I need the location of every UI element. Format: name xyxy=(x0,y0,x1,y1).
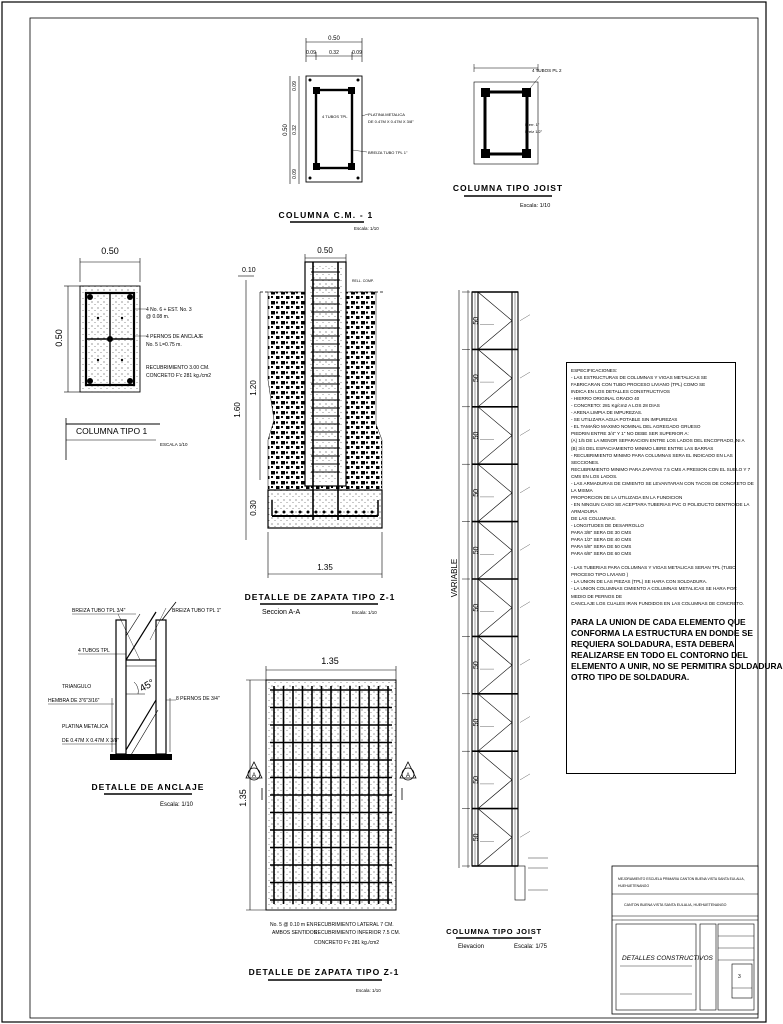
rebar-dot xyxy=(291,511,294,514)
elevation-segment-dim: 50 xyxy=(473,603,480,612)
spec-line: ESPECIFICACIONES: xyxy=(571,368,618,373)
title-block xyxy=(612,866,758,1014)
fp-cut-left: A xyxy=(251,773,257,779)
elevation-brace xyxy=(478,579,512,608)
fs-subtitle: Seccion A-A xyxy=(262,609,301,616)
elevation-brace xyxy=(478,349,512,378)
column-joist-section xyxy=(453,64,563,209)
elevation-leader xyxy=(520,487,530,493)
spec-note-line: OTRO TIPO DE SOLDADURA. xyxy=(571,671,690,682)
anchor-title: DETALLE DE ANCLAJE xyxy=(91,782,205,792)
fp-note4: RECUBRIMIENTO INFERIOR 7.5 CM. xyxy=(314,930,401,936)
spec-line: (A) 1/5 DE LA MENOR SEPARACION ENTRE LOS LADOS DEL ENCOFRADO, NI A xyxy=(571,438,745,444)
elevation-brace xyxy=(478,407,512,436)
spec-line: CMS EN LOS LADOS. xyxy=(571,473,618,479)
rebar-dot xyxy=(355,511,358,514)
joist-label-top: 4 TUBOS PL 2 xyxy=(532,68,562,73)
rebar-dot xyxy=(299,511,302,514)
cm1-scale: Escala: 1/10 xyxy=(354,226,379,231)
joist-label-mid2: Breiz 1/2" xyxy=(525,129,543,134)
elevation-brace xyxy=(478,378,512,407)
fp-scale: Escala: 1/10 xyxy=(356,988,381,993)
cm1-dim-right: 0.09 xyxy=(352,50,362,56)
fp-title: DETALLE DE ZAPATA TIPO Z-1 xyxy=(248,967,400,977)
spec-line xyxy=(571,557,731,564)
spec-line: MEDIO DE PERNOS DE xyxy=(571,593,623,599)
cm1-dim-v-mid: 0.32 xyxy=(292,125,298,135)
fs-dim-030: 0.30 xyxy=(249,500,258,516)
spec-note-line: ELEMENTO A UNIR, NO SE PERMITIRA SOLDADURA xyxy=(571,660,783,671)
spec-line: - LONGITUDES DE DESARROLLO xyxy=(571,523,645,529)
footing-plan-detail xyxy=(238,656,416,993)
col1-note3: 4 PERNOS DE ANCLAJE xyxy=(146,334,204,340)
spec-line: PARA 1/2" SERA DE 40 CMS xyxy=(571,537,632,543)
col1-title: COLUMNA TIPO 1 xyxy=(76,426,148,436)
elevation-segment-dim: 50 xyxy=(473,374,480,382)
col1-note4: No. 5 L=0.75 m. xyxy=(146,342,182,348)
cm1-dim-mid: 0.32 xyxy=(329,50,339,56)
rebar-dot xyxy=(331,511,334,514)
fs-dim-top: 0.50 xyxy=(317,246,333,255)
fp-note3: RECUBRIMIENTO LATERAL 7 CM. xyxy=(314,922,394,928)
spec-line: - HIERRO ORIGINAL GRADO 40 xyxy=(571,396,640,402)
col1-note5: RECUBRIMIENTO 3.00 CM. xyxy=(146,365,210,371)
tb-location: CANTON BUENA VISTA SANTA EULALIA, HUEHUETENANGO xyxy=(624,903,727,907)
elevation-leader xyxy=(520,315,530,321)
fp-cut-right: A xyxy=(405,773,411,779)
spec-line: (B) 3/4 DEL ESPACIAMIENTO MINIMO LIBRE ENTRE LAS BARRAS xyxy=(571,445,714,451)
cm1-title: COLUMNA C.M. - 1 xyxy=(278,210,374,220)
elevation-brace xyxy=(478,694,512,723)
elevation-brace xyxy=(478,608,512,637)
anchor-triangle2: HEMBRA DE 3"6"3/16" xyxy=(48,698,100,704)
tb-project1: MEJORAMIENTO ESCUELA PRIMARIA CANTON BUENA VISTA SANTA EULALIA, xyxy=(618,877,745,881)
elevation-segment-dim: 50 xyxy=(473,431,480,440)
elevation-segment-dim: 50 xyxy=(473,316,480,325)
column-type1-detail xyxy=(54,246,211,460)
spec-line: ARMADURA xyxy=(571,508,598,514)
elevation-segment-dim: 50 xyxy=(473,776,480,784)
cm1-dim-v-total: 0.50 xyxy=(283,124,289,136)
elevation-leader xyxy=(520,602,530,608)
footing-section-detail xyxy=(233,246,395,616)
fs-title: DETALLE DE ZAPATA TIPO Z-1 xyxy=(244,592,396,602)
anchor-plate2: DE 0.47M X 0.47M X 3/8" xyxy=(62,738,120,744)
spec-line: - EL TAMAÑO MAXIMO NOMINAL DEL AGREGADO GRUESO xyxy=(571,424,701,430)
fp-note2: AMBOS SENTIDOS xyxy=(272,930,318,936)
spec-line: DE LAS COLUMNAS. xyxy=(571,515,616,521)
elevation-leader xyxy=(520,544,530,550)
spec-line: CANCLAJE LOS CUALES IRAN FUNDIDOS EN LAS COLUMNAS DE CONCRETO. xyxy=(571,600,744,606)
spec-line: - LA UNION COLUMNAS CIMIENTO A COLUMNAS METALICAS SE HARA POR xyxy=(571,586,737,592)
anchor-angle: 45° xyxy=(138,677,157,695)
elev-title: COLUMNA TIPO JOIST xyxy=(446,927,542,936)
spec-note-line: CONFORMA LA ESTRUCTURA EN DONDE SE xyxy=(571,627,753,638)
joist-title: COLUMNA TIPO JOIST xyxy=(452,183,564,193)
cm1-label-tubes: 4 TUBOS TPL xyxy=(322,114,348,119)
tb-sheet-number: 3 xyxy=(738,974,741,980)
rebar-dot xyxy=(339,511,342,514)
spec-line: LA MISMA xyxy=(571,487,593,493)
column-cm1-detail xyxy=(279,36,415,231)
anchor-bolts: 8 PERNOS DE 3/4" xyxy=(176,696,220,702)
fp-dim-top: 1.35 xyxy=(321,656,339,666)
rebar-dot xyxy=(323,511,326,514)
elev-variable: VARIABLE xyxy=(450,558,459,598)
elevation-brace xyxy=(478,493,512,522)
rebar-dot xyxy=(315,511,318,514)
spec-line: - ARENA LIMPIA DE IMPUREZAS. xyxy=(571,410,643,416)
joist-label-mid1: Hierr. 1" xyxy=(525,122,540,127)
specifications-lines xyxy=(571,367,754,607)
spec-line: PARA 5/8" SERA DE 50 CMS xyxy=(571,544,632,550)
fs-dim-left: 0.10 xyxy=(242,267,256,274)
spec-line: - RECUBRIMIENTO MINIMO PARA COLUMNAS SERA EL INDICADO EN LAS xyxy=(571,452,733,458)
elevation-leader xyxy=(520,831,530,837)
anchor-brace1: BREIZA TUBO TPL 1" xyxy=(172,608,222,614)
elevation-leader xyxy=(520,774,530,780)
col1-scale: ESCALA 1/10 xyxy=(160,442,188,447)
elevation-segment-dim: 50 xyxy=(473,546,480,555)
col1-dim-top: 0.50 xyxy=(101,246,119,256)
elevation-brace xyxy=(478,723,512,752)
rebar-dot xyxy=(275,511,278,514)
spec-line: SECCIONES. xyxy=(571,459,600,465)
anchor-detail xyxy=(48,602,221,808)
elev-scale: Escala: 1/75 xyxy=(514,944,548,950)
cm1-dim-total: 0.50 xyxy=(328,36,340,42)
spec-line: - LAS ARMADURAS DE CIMIENTO SE LEVANTARAN CON TACOS DE CONCRETO DE xyxy=(571,480,754,486)
elevation-segment-dim: 50 xyxy=(473,718,480,727)
spec-note-line: PARA LA UNION DE CADA ELEMENTO QUE xyxy=(571,616,746,627)
joist-scale: Escala: 1/10 xyxy=(520,203,551,209)
spec-line: FABRICARAN CON TUBO PROCESO LIVIANO (TPL) COMO SE xyxy=(571,382,706,388)
anchor-triangle1: TRIANGULO xyxy=(62,684,92,690)
spec-line: PARA 6/8" SERA DE 60 CMS xyxy=(571,551,632,557)
fp-note1: No. 5 @ 0.10 m EN xyxy=(270,922,314,928)
elevation-panels xyxy=(462,292,530,866)
spec-line: RECUBRIMIENTO MINIMO PARA ZAPATAS 7.5 CMS A PRESION CON EL SUELO Y 7 xyxy=(571,466,751,472)
tb-sheet-title: DETALLES CONSTRUCTIVOS xyxy=(622,955,713,962)
rebar-dot xyxy=(371,511,374,514)
spec-line: - SE UTILIZARA AGUA POTABLE SIN IMPUREZAS xyxy=(571,417,678,423)
elevation-brace xyxy=(478,464,512,493)
joist-elevation-detail xyxy=(446,290,548,950)
elevation-segment-dim: 50 xyxy=(473,833,480,842)
anchor-plate1: PLATINA METALICA xyxy=(62,724,109,730)
col1-dim-side: 0.50 xyxy=(54,329,64,347)
rebar-dot xyxy=(347,511,350,514)
spec-line: - LA UNION DE LAS PIEZAS (TPL) SE HARA CON SOLDADURA. xyxy=(571,579,708,585)
spec-line: PARA 3/8" SERA DE 30 CMS xyxy=(571,530,632,536)
elevation-brace xyxy=(478,550,512,579)
elevation-leader xyxy=(520,372,530,378)
elevation-segment-dim: 50 xyxy=(473,489,480,497)
elevation-brace xyxy=(478,522,512,551)
anchor-scale: Escala: 1/10 xyxy=(160,802,194,808)
cm1-dim-left: 0.09 xyxy=(306,50,316,56)
spec-line: - LAS TUBERIAS PARA COLUMNAS Y VIGAS METALICAS SERAN TPL (TUBO xyxy=(571,565,736,571)
spec-line: PROCESO TIPO LIVIANO ) xyxy=(571,572,629,578)
cm1-label-brace: BREIZA TUBO TPL 1" xyxy=(368,150,408,155)
spec-note-line: REALIZARSE EN TODO EL CONTORNO DEL xyxy=(571,649,748,660)
elevation-leader xyxy=(520,659,530,665)
elevation-leader xyxy=(520,430,530,436)
anchor-brace34: BREIZA TUBO TPL 3/4" xyxy=(72,608,126,614)
rebar-dot xyxy=(283,511,286,514)
col1-note2: @ 0.08 m. xyxy=(146,314,170,320)
elevation-brace xyxy=(478,837,512,866)
elevation-brace xyxy=(478,321,512,350)
elevation-brace xyxy=(478,636,512,665)
rebar-dot xyxy=(307,511,310,514)
fp-note5: CONCRETO F'c 281 kg./cm2 xyxy=(314,940,380,946)
spec-note-line: REQUIERA SOLDADURA, ESTA DEBERA xyxy=(571,638,735,649)
specifications-panel xyxy=(566,362,783,774)
anchor-tubes: 4 TUBOS TPL xyxy=(78,648,110,654)
col1-note6: CONCRETO F'c 281 kg./cm2 xyxy=(146,373,212,379)
elevation-brace xyxy=(478,809,512,838)
elevation-segment-dim: 50 xyxy=(473,661,480,669)
cm1-dim-v-bot: 0.09 xyxy=(292,169,298,179)
elevation-brace xyxy=(478,436,512,465)
elevation-leader xyxy=(520,717,530,723)
cm1-label-plate2: DE 0.47M X 0.47M X 3/8" xyxy=(368,119,414,124)
elevation-brace xyxy=(478,292,512,321)
rebar-dot xyxy=(363,511,366,514)
elevation-brace xyxy=(478,751,512,780)
spec-line: PROPORCION DE LA UTILIZADA EN LA FUNDICION xyxy=(571,494,683,500)
tb-project2: HUEHUETENANGO xyxy=(618,884,650,888)
elev-subtitle: Elevacion xyxy=(458,944,485,950)
fs-dim-160: 1.60 xyxy=(233,402,242,418)
spec-line: INDICA EN LOS DETALLES CONSTRUCTIVOS xyxy=(571,389,670,395)
elevation-brace xyxy=(478,780,512,809)
cm1-label-plate1: PLATINA METALICA xyxy=(368,112,405,117)
spec-line: - LAS ESTRUCTURAS DE COLUMNAS Y VIGAS METALICAS SE xyxy=(571,375,708,381)
fs-tag: RELL. COMP. xyxy=(352,279,374,283)
elevation-brace xyxy=(478,665,512,694)
spec-line: - CONCRETO: 281 Kg/cm2 A LOS 28 DIAS xyxy=(571,403,660,409)
fs-dim-bottom: 1.35 xyxy=(317,563,333,572)
spec-line: - EN NINGUN CASO SE ACEPTARA TUBERIAS PVC O POLIDUCTO DENTRO DE LA xyxy=(571,501,750,507)
welding-note xyxy=(571,616,783,683)
cm1-dim-v-top: 0.09 xyxy=(292,81,298,91)
fp-dim-side: 1.35 xyxy=(238,789,248,807)
spec-line: PIEDRIN ENTRE 3/4" Y 1" NO DEBE SER SUPERIOR A: xyxy=(571,431,689,437)
fs-scale: Escala: 1/10 xyxy=(352,610,377,615)
fs-dim-120: 1.20 xyxy=(249,380,258,396)
col1-note1: 4 No. 6 + EST. No. 3 xyxy=(146,307,192,313)
